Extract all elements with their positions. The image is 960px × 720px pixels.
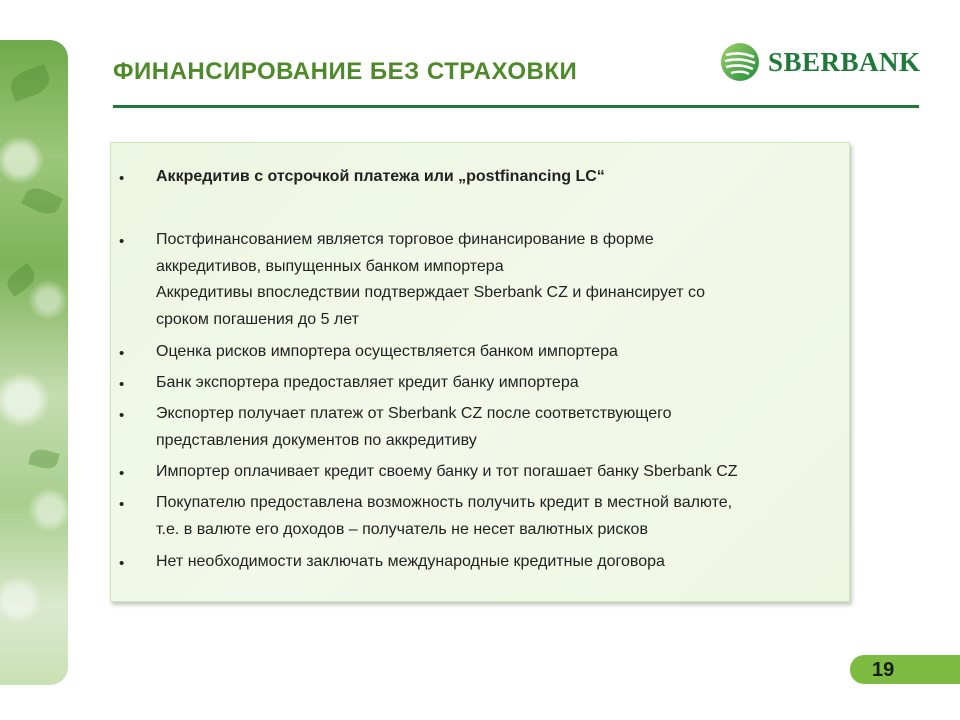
bullet-marker: •	[119, 496, 125, 513]
sberbank-logo-icon	[720, 42, 760, 82]
bullet-marker: •	[119, 407, 125, 424]
bullet-text: Банк экспортера предоставляет кредит банку импортера	[156, 374, 579, 391]
title-divider	[113, 105, 919, 108]
bullet-text: Экспортер получает платеж от Sberbank CZ после соответствующего представления документов по аккредитиву	[156, 405, 672, 449]
content-panel	[110, 142, 850, 602]
bullet-marker: •	[119, 345, 125, 362]
logo-text: SBERBANK	[768, 46, 921, 77]
bullet-text: Покупателю предоставлена возможность получить кредит в местной валюте, т.е. в валюте его доходов – получатель не несет валютных рисков	[156, 494, 733, 538]
bullet-text: Аккредитив с отсрочкой платежа или „postfinancing LC“	[156, 168, 605, 185]
bullet-text: Импортер оплачивает кредит своему банку и тот погашает банку Sberbank CZ	[156, 463, 738, 480]
page-number-tab	[850, 655, 960, 684]
bullet-marker: •	[119, 376, 125, 393]
page-number: 19	[872, 659, 895, 681]
bullet-text: Нет необходимости заключать международные кредитные договора	[156, 553, 665, 570]
bullet-text: Оценка рисков импортера осуществляется банком импортера	[156, 343, 618, 360]
bullet-marker: •	[119, 555, 125, 572]
sberbank-logo	[720, 42, 921, 82]
bullet-text: Постфинансованием является торговое финансирование в форме аккредитивов, выпущенных банком импортера Аккредитивы впоследствии подтверждает Sberbank CZ и финансирует со сроком погашения до 5 лет	[156, 231, 706, 328]
decorative-leaf-strip	[0, 40, 68, 685]
bullet-marker: •	[119, 233, 125, 250]
slide-title: ФИНАНСИРОВАНИЕ БЕЗ СТРАХОВКИ	[113, 58, 578, 85]
bullet-marker: •	[119, 465, 125, 482]
bullet-marker: •	[119, 170, 125, 187]
